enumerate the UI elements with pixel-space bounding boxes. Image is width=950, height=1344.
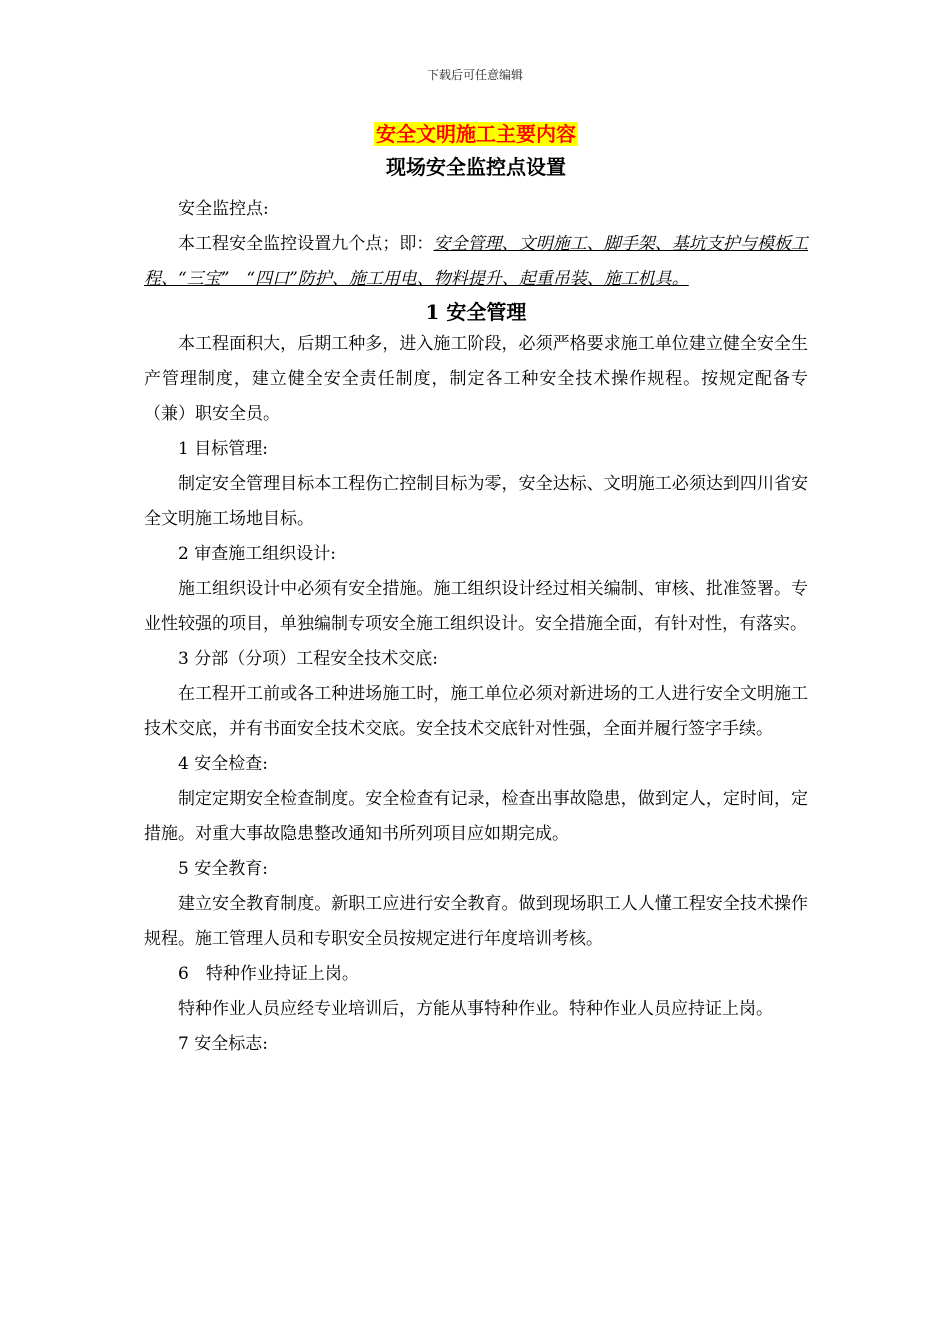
item-body: 建立安全教育制度。新职工应进行安全教育。做到现场职工人人懂工程安全技术操作规程。施工管理人员和专职安全员按规定进行年度培训考核。: [144, 894, 808, 949]
item-heading: 2 审查施工组织设计:: [178, 544, 336, 564]
document-title: [144, 118, 808, 150]
item-heading: 4 安全检查:: [178, 754, 268, 774]
item-body: 特种作业人员应经专业培训后，方能从事特种作业。特种作业人员应持证上岗。: [178, 999, 773, 1019]
item-heading: 7 安全标志:: [178, 1034, 268, 1054]
section-intro: 本工程面积大，后期工种多，进入施工阶段，必须严格要求施工单位建立健全安全生产管理制度，建立健全安全责任制度，制定各工种安全技术操作规程。按规定配备专（兼）职安全员。: [144, 334, 808, 424]
intro-points: 安全管理、文明施工、脚手架、基坑支护与模板工程、“三宝” “四口”防护、施工用电、物料提升、起重吊装、施工机具。: [144, 234, 809, 289]
document-subtitle: 现场安全监控点设置: [386, 155, 566, 179]
header-note: 下载后可任意编辑: [426, 68, 523, 82]
section-title: 1 安全管理: [425, 300, 527, 324]
item-body: 制定安全管理目标本工程伤亡控制目标为零，安全达标、文明施工必须达到四川省安全文明施工场地目标。: [144, 474, 808, 529]
document-title-text: 安全文明施工主要内容: [376, 122, 576, 146]
intro-lead: 本工程安全监控设置九个点；即：: [178, 234, 434, 254]
intro-paragraph: [144, 227, 808, 297]
item-heading: 3 分部（分项）工程安全技术交底:: [178, 649, 438, 669]
item-body: 在工程开工前或各工种进场施工时，施工单位必须对新进场的工人进行安全文明施工技术交底，并有书面安全技术交底。安全技术交底针对性强，全面并履行签字手续。: [144, 684, 808, 739]
item-heading: 5 安全教育:: [178, 859, 268, 879]
item-body: 施工组织设计中必须有安全措施。施工组织设计经过相关编制、审核、批准签署。专业性较强的项目，单独编制专项安全施工组织设计。安全措施全面，有针对性，有落实。: [144, 579, 808, 634]
item-body: 制定定期安全检查制度。安全检查有记录，检查出事故隐患，做到定人，定时间，定措施。对重大事故隐患整改通知书所列项目应如期完成。: [144, 789, 808, 844]
document-body: [144, 118, 808, 1062]
intro-label: 安全监控点:: [178, 199, 269, 219]
item-heading: 1 目标管理:: [178, 439, 268, 459]
item-heading: 6 特种作业持证上岗。: [178, 964, 359, 984]
